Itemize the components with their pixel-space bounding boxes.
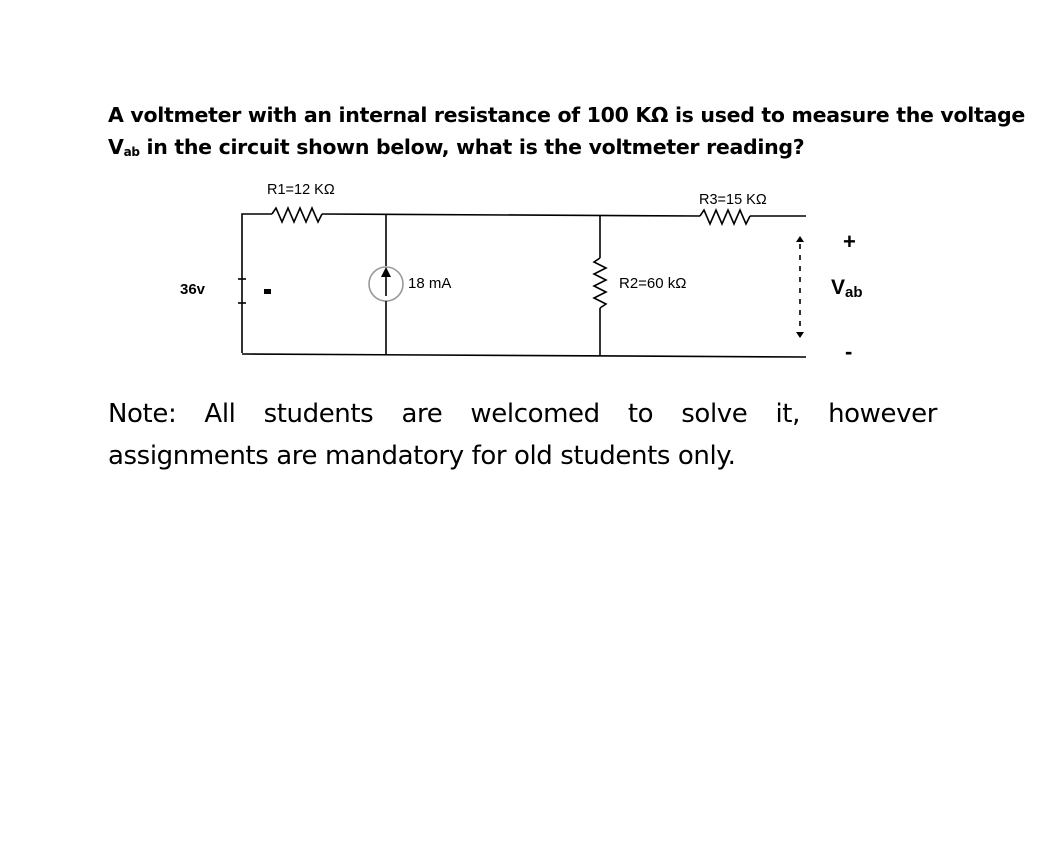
note-line-2: assignments are mandatory for old students only. [108, 441, 736, 471]
current-source-arrowhead [381, 267, 391, 277]
source-voltage-label: 36v [180, 281, 206, 298]
question-line-1: A voltmeter with an internal resistance of 100 KΩ is used to measure the voltage [108, 103, 1026, 127]
top-wire [242, 214, 272, 353]
terminal-plus-label: + [843, 229, 856, 254]
terminal-arrow-up [796, 236, 804, 242]
question-v: V [108, 135, 124, 159]
current-source-label: 18 mA [408, 275, 452, 292]
r1-resistor [272, 208, 322, 222]
vab-subscript: ab [845, 284, 863, 301]
note-line-1: Note: All students are welcomed to solve it, however [108, 399, 937, 429]
r3-resistor [700, 210, 750, 224]
r1-label: R1=12 KΩ [267, 182, 335, 198]
source-symbol-mark [264, 289, 271, 294]
top-wire-mid [322, 214, 700, 216]
note-text [108, 393, 937, 477]
question-rest: in the circuit shown below, what is the voltmeter reading? [139, 135, 805, 159]
bottom-wire [242, 354, 806, 357]
r2-label: R2=60 kΩ [619, 275, 687, 292]
question-v-subscript: ab [123, 145, 140, 159]
terminal-arrow-down [796, 332, 804, 338]
r2-resistor [594, 258, 606, 308]
terminal-minus-label: - [845, 339, 853, 364]
vab-v: V [831, 276, 846, 299]
vab-label [831, 276, 863, 301]
r3-label: R3=15 KΩ [699, 192, 767, 208]
